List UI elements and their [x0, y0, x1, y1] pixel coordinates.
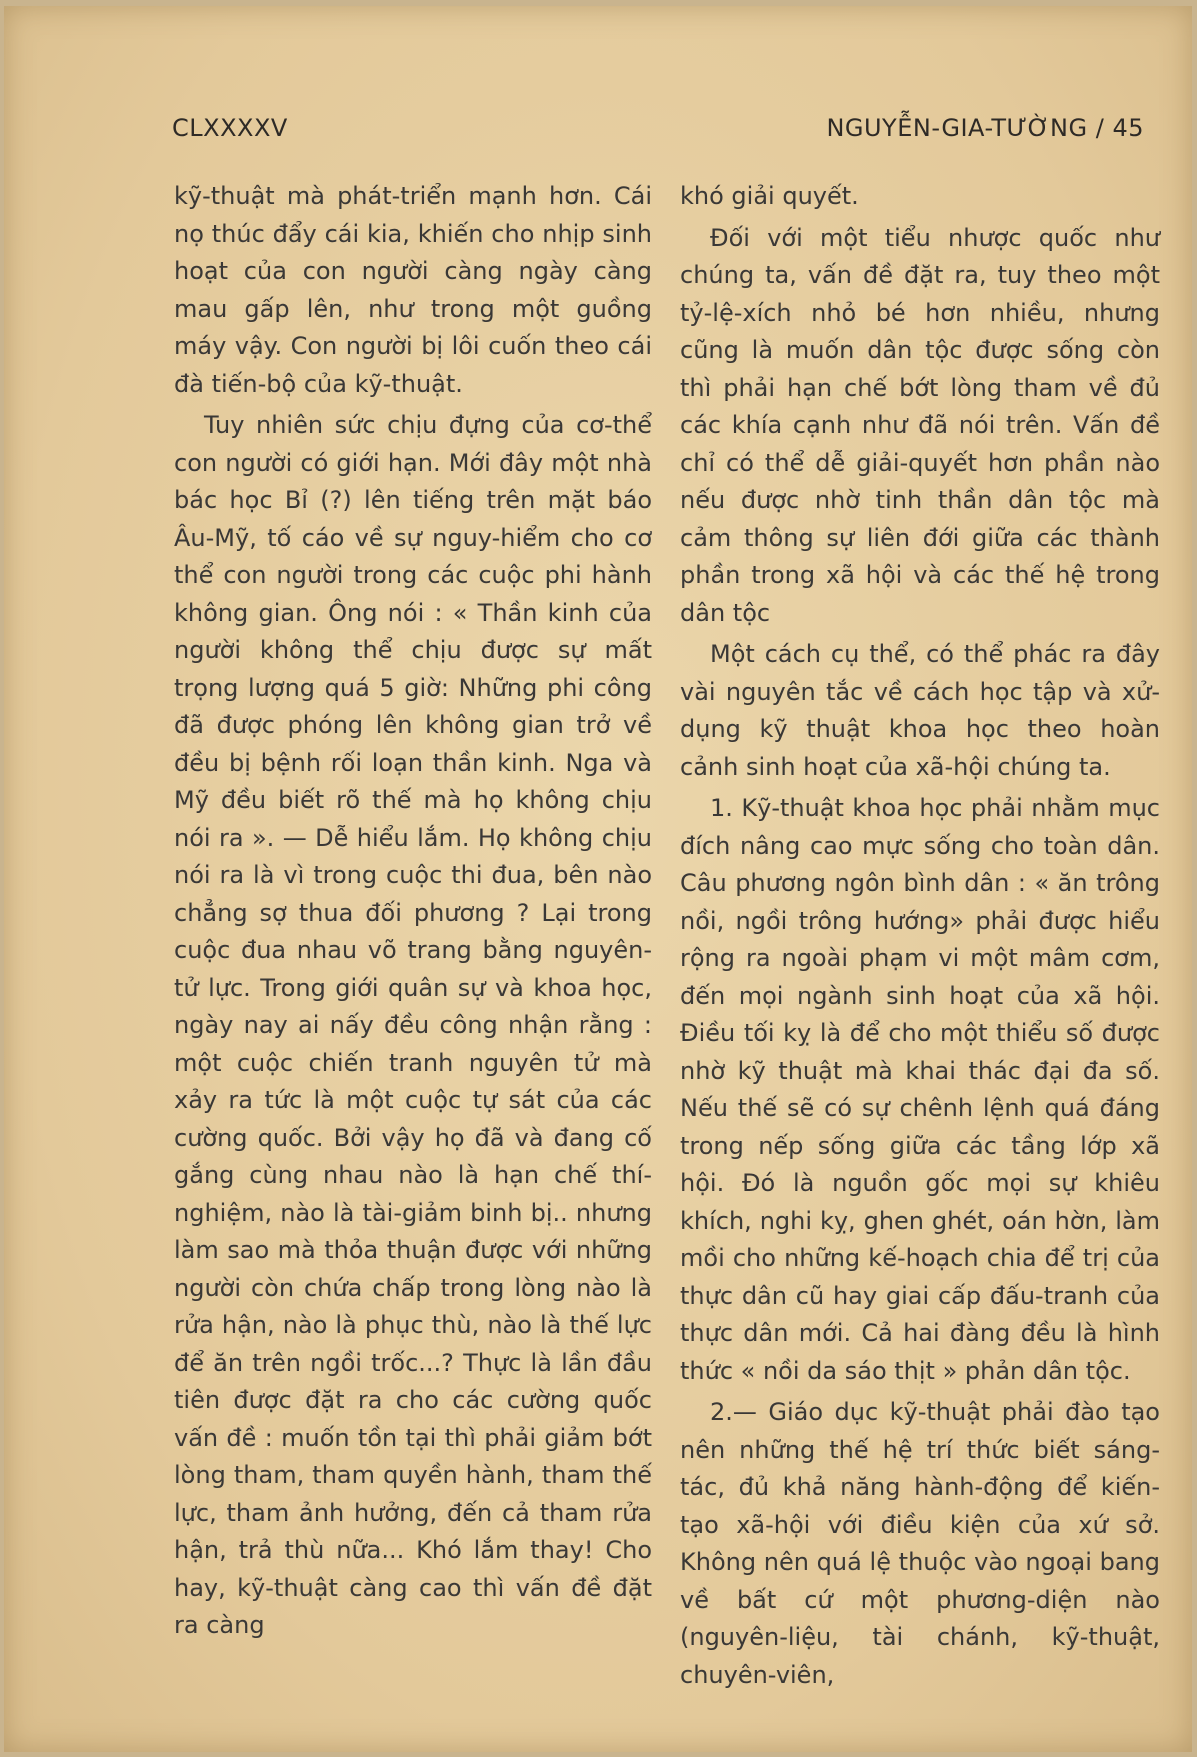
right-column	[680, 178, 1160, 1698]
paragraph: khó giải quyết.	[680, 182, 859, 210]
book-page	[4, 6, 1192, 1752]
paragraph: 1. Kỹ-thuật khoa học phải nhằm mục đích nâng cao mực sống cho toàn dân. Câu phương ngôn bình dân : « ăn trông nồi, ngồi trông hướng» phải được hiểu rộng ra ngoài phạm vi một mâm cơm, đến mọi ngành sinh hoạt của xã hội. Điều tối kỵ là để cho một thiểu số được nhờ kỹ thuật mà khai thác đại đa số. Nếu thế sẽ có sự chênh lệnh quá đáng trong nếp sống giữa các tầng lớp xã hội. Đó là nguồn gốc mọi sự khiêu khích, nghi kỵ, ghen ghét, oán hờn, làm mồi cho những kế-hoạch chia để trị của thực dân cũ hay giai cấp đấu-tranh của thực dân mới. Cả hai đàng đều là hình thức « nồi da sáo thịt » phản dân tộc.	[680, 794, 1160, 1385]
paragraph: Đối với một tiểu nhược quốc như chúng ta, vấn đề đặt ra, tuy theo một tỷ-lệ-xích nhỏ bé hơn nhiều, nhưng cũng là muốn dân tộc được sống còn thì phải hạn chế bớt lòng tham về đủ các khía cạnh như đã nói trên. Vấn đề chỉ có thể dễ giải-quyết hơn phần nào nếu được nhờ tinh thần dân tộc mà cảm thông sự liên đới giữa các thành phần trong xã hội và các thế hệ trong dân tộc	[680, 223, 1160, 627]
running-header-left: CLXXXXV	[172, 114, 288, 142]
paragraph: Một cách cụ thể, có thể phác ra đây vài nguyên tắc về cách học tập và xử-dụng kỹ thuật khoa học theo hoàn cảnh sinh hoạt của xã-hội chúng ta.	[680, 640, 1160, 781]
left-column	[174, 178, 652, 1649]
running-header-right: NGUYỄN-GIA-TƯỜNG / 45	[826, 114, 1144, 142]
paragraph: kỹ-thuật mà phát-triển mạnh hơn. Cái nọ thúc đẩy cái kia, khiến cho nhịp sinh hoạt của con người càng ngày càng mau gấp lên, như trong một guồng máy vậy. Con người bị lôi cuốn theo cái đà tiến-bộ của kỹ-thuật.	[174, 182, 652, 398]
paragraph: Tuy nhiên sức chịu đựng của cơ-thể con người có giới hạn. Mới đây một nhà bác học Bỉ (?) lên tiếng trên mặt báo Âu-Mỹ, tố cáo về sự nguy-hiểm cho cơ thể con người trong các cuộc phi hành không gian. Ông nói : « Thần kinh của người không thể chịu được sự mất trọng lượng quá 5 giờ: Những phi công đã được phóng lên không gian trở về đều bị bệnh rối loạn thần kinh. Nga và Mỹ đều biết rõ thế mà họ không chịu nói ra ». — Dễ hiểu lắm. Họ không chịu nói ra là vì trong cuộc thi đua, bên nào chẳng sợ thua đối phương ? Lại trong cuộc đua nhau võ trang bằng nguyên-tử lực. Trong giới quân sự và khoa học, ngày nay ai nấy đều công nhận rằng : một cuộc chiến tranh nguyên tử mà xảy ra tức là một cuộc tự sát của các cường quốc. Bởi vậy họ đã và đang cố gắng cùng nhau nào là hạn chế thí-nghiệm, nào là tài-giảm binh bị.. nhưng làm sao mà thỏa thuận được với những người còn chứa chấp trong lòng nào là rửa hận, nào là phục thù, nào là thế lực để ăn trên ngồi trốc...? Thực là lần đầu tiên được đặt ra cho các cường quốc vấn đề : muốn tồn tại thì phải giảm bớt lòng tham, tham quyền hành, tham thế lực, tham ảnh hưởng, đến cả tham rửa hận, trả thù nữa... Khó lắm thay! Cho hay, kỹ-thuật càng cao thì vấn đề đặt ra càng	[174, 411, 652, 1639]
paragraph: 2.— Giáo dục kỹ-thuật phải đào tạo nên những thế hệ trí thức biết sáng-tác, đủ khả năng hành-động để kiến-tạo xã-hội với điều kiện của xứ sở. Không nên quá lệ thuộc vào ngoại bang về bất cứ một phương-diện nào (nguyên-liệu, tài chánh, kỹ-thuật, chuyên-viên,	[680, 1398, 1160, 1689]
